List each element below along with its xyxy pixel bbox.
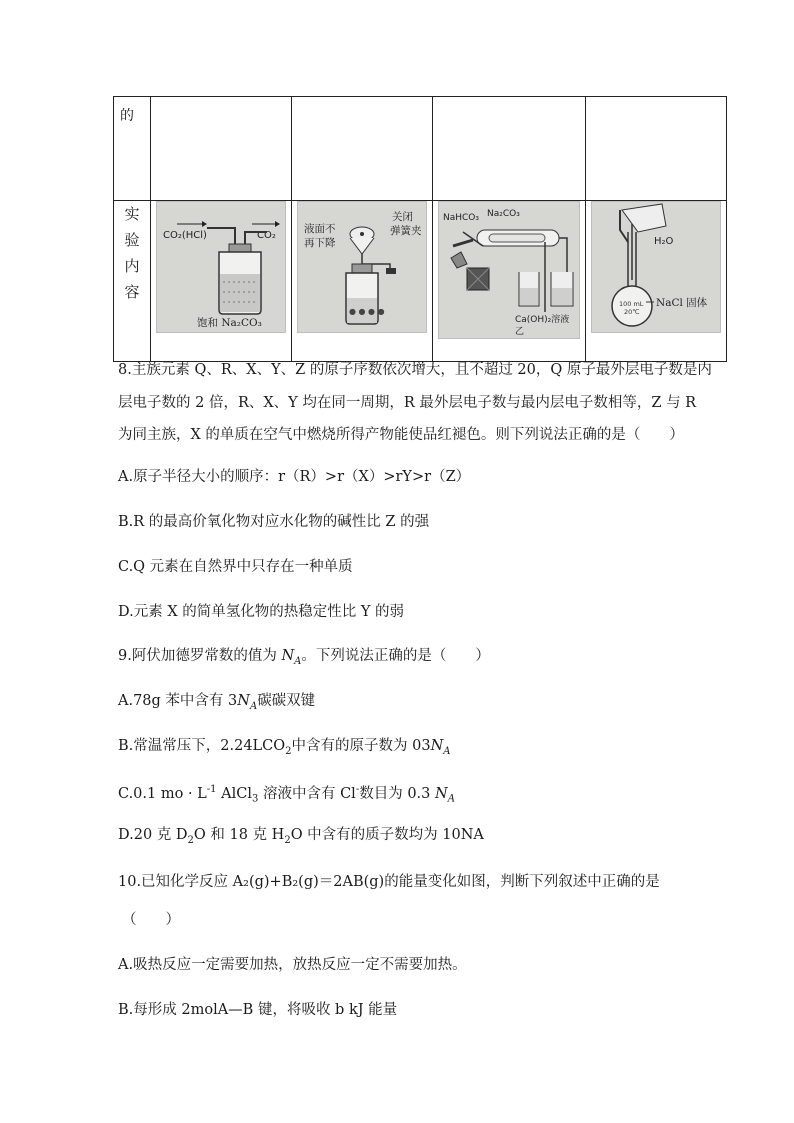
label-water: H₂O <box>654 236 674 247</box>
option-text: C.0.1 mo · L <box>118 785 207 802</box>
gas-wash-bottle-figure <box>156 201 286 333</box>
q8-stem-line3: 为同主族，X 的单质在空气中燃烧所得产物能使品红褪色。则下列说法正确的是（ ） <box>118 427 684 443</box>
row-label-char: 内 <box>124 257 140 275</box>
q9-option-c <box>118 780 455 810</box>
option-text: 中含有的原子数为 03 <box>291 738 431 754</box>
q9-stem-text: 9.阿伏加德罗常数的值为 <box>118 648 282 664</box>
thermal-decomposition-figure <box>438 201 580 339</box>
row-label-char: 验 <box>124 231 140 249</box>
option-text: 碳碳双键 <box>257 693 316 709</box>
cell-purpose-4 <box>586 97 727 201</box>
q10-option-b: B.每形成 2molA—B 键，将吸收 b kJ 能量 <box>118 1002 398 1018</box>
q8-stem-line1: 8.主族元素 Q、R、X、Y、Z 的原子序数依次增大，且不超过 20，Q 原子最外层电子数是内 <box>118 362 712 378</box>
flask-capacity-label: 100 mL <box>619 300 644 308</box>
note-level: 液面不 <box>304 223 336 235</box>
avogadro-subscript: A <box>447 793 455 805</box>
cell-apparatus-3 <box>433 201 586 362</box>
reaction-equation: A₂(g)+B₂(g)＝2AB(g) <box>232 874 385 890</box>
q9-option-b <box>118 736 451 762</box>
q9-stem-text: 。下列说法正确的是（ ） <box>301 648 490 664</box>
table-row-content <box>114 201 727 362</box>
q9-option-d <box>118 825 484 851</box>
option-text: O 和 18 克 H <box>193 827 285 843</box>
q10-stem <box>118 872 660 892</box>
subscript: 3 <box>252 793 259 805</box>
cell-apparatus-2 <box>292 201 433 362</box>
cell-purpose-3 <box>433 97 586 201</box>
q8-option-b: B.R 的最高价氧化物对应水化物的碱性比 Z 的强 <box>118 514 430 530</box>
q8-option-a: A.原子半径大小的顺序：r（R）>r（X）>rY>r（Z） <box>118 469 471 485</box>
q8-stem-line2: 层电子数的 2 倍，R、X、Y 均在同一周期，R 最外层电子数与最内层电子数相等，Z 与 R <box>118 395 697 411</box>
cell-purpose-1 <box>151 97 292 201</box>
avogadro-symbol: N <box>430 738 444 754</box>
label-solution: 饱和 Na₂CO₃ <box>197 317 262 329</box>
avogadro-subscript: A <box>294 655 302 667</box>
cell-purpose-2 <box>292 97 433 201</box>
label-outlet-gas: CO₂ <box>257 230 276 241</box>
note-level: 再下降 <box>304 237 336 249</box>
row-label-char: 容 <box>124 283 140 301</box>
note-clamp: 关闭 <box>392 211 413 223</box>
row-label-purpose: 的 <box>114 97 151 201</box>
label-beaker-b: 乙 <box>515 327 525 337</box>
q10-option-a: A.吸热反应一定需要加热，放热反应一定不需要加热。 <box>118 957 467 973</box>
cell-apparatus-1 <box>151 201 292 362</box>
avogadro-subscript: A <box>249 700 258 712</box>
avogadro-symbol: N <box>435 785 448 802</box>
superscript: - <box>355 784 360 795</box>
q8-option-c: C.Q 元素在自然界中只存在一种单质 <box>118 559 353 575</box>
airtight-check-figure <box>297 201 427 333</box>
q10-stem-text: 的能量变化如图，判断下列叙述中正确的是 <box>384 874 660 890</box>
cell-apparatus-4 <box>586 201 727 362</box>
q9-stem <box>118 646 490 672</box>
avogadro-symbol: N <box>237 693 250 709</box>
row-label-char: 实 <box>124 205 140 223</box>
option-text: A.78g 苯中含有 3 <box>118 693 238 709</box>
q8-option-d: D.元素 X 的简单氢化物的热稳定性比 Y 的弱 <box>118 604 405 620</box>
q9-option-a <box>118 691 315 717</box>
note-clamp: 弹簧夹 <box>390 225 422 237</box>
avogadro-symbol: N <box>281 648 295 664</box>
subscript: 2 <box>187 834 194 846</box>
q10-answer-paren: （ ） <box>122 912 180 928</box>
q10-stem-text: 10.已知化学反应 <box>118 874 233 890</box>
row-label-content <box>114 201 151 362</box>
volumetric-flask-figure <box>591 201 721 333</box>
label-nacl-solid: NaCl 固体 <box>656 297 708 309</box>
avogadro-subscript: A <box>443 745 451 757</box>
option-text: O 中含有的质子数均为 10NA <box>290 827 484 843</box>
label-nahco3: NaHCO₃ <box>443 213 479 223</box>
superscript: -1 <box>206 784 217 795</box>
subscript: 2 <box>284 834 291 846</box>
option-text: 溶液中含有 Cl <box>258 785 356 802</box>
label-na2co3: Na₂CO₃ <box>487 209 520 219</box>
experiment-table <box>113 96 727 362</box>
table-row-purpose <box>114 97 727 201</box>
option-text: AlCl <box>216 785 252 802</box>
svg-text:● ● ● ●: ● ● ● ● <box>349 307 385 316</box>
label-limewater: Ca(OH)₂溶液 <box>515 315 570 325</box>
label-inlet-gas: CO₂(HCl) <box>163 230 207 241</box>
flask-temperature-label: 20℃ <box>624 308 640 316</box>
option-text: D.20 克 D <box>118 827 188 843</box>
option-text: 数目为 0.3 <box>359 785 435 802</box>
subscript: 2 <box>285 745 292 757</box>
option-text: B.常温常压下，2.24LCO <box>118 738 286 754</box>
